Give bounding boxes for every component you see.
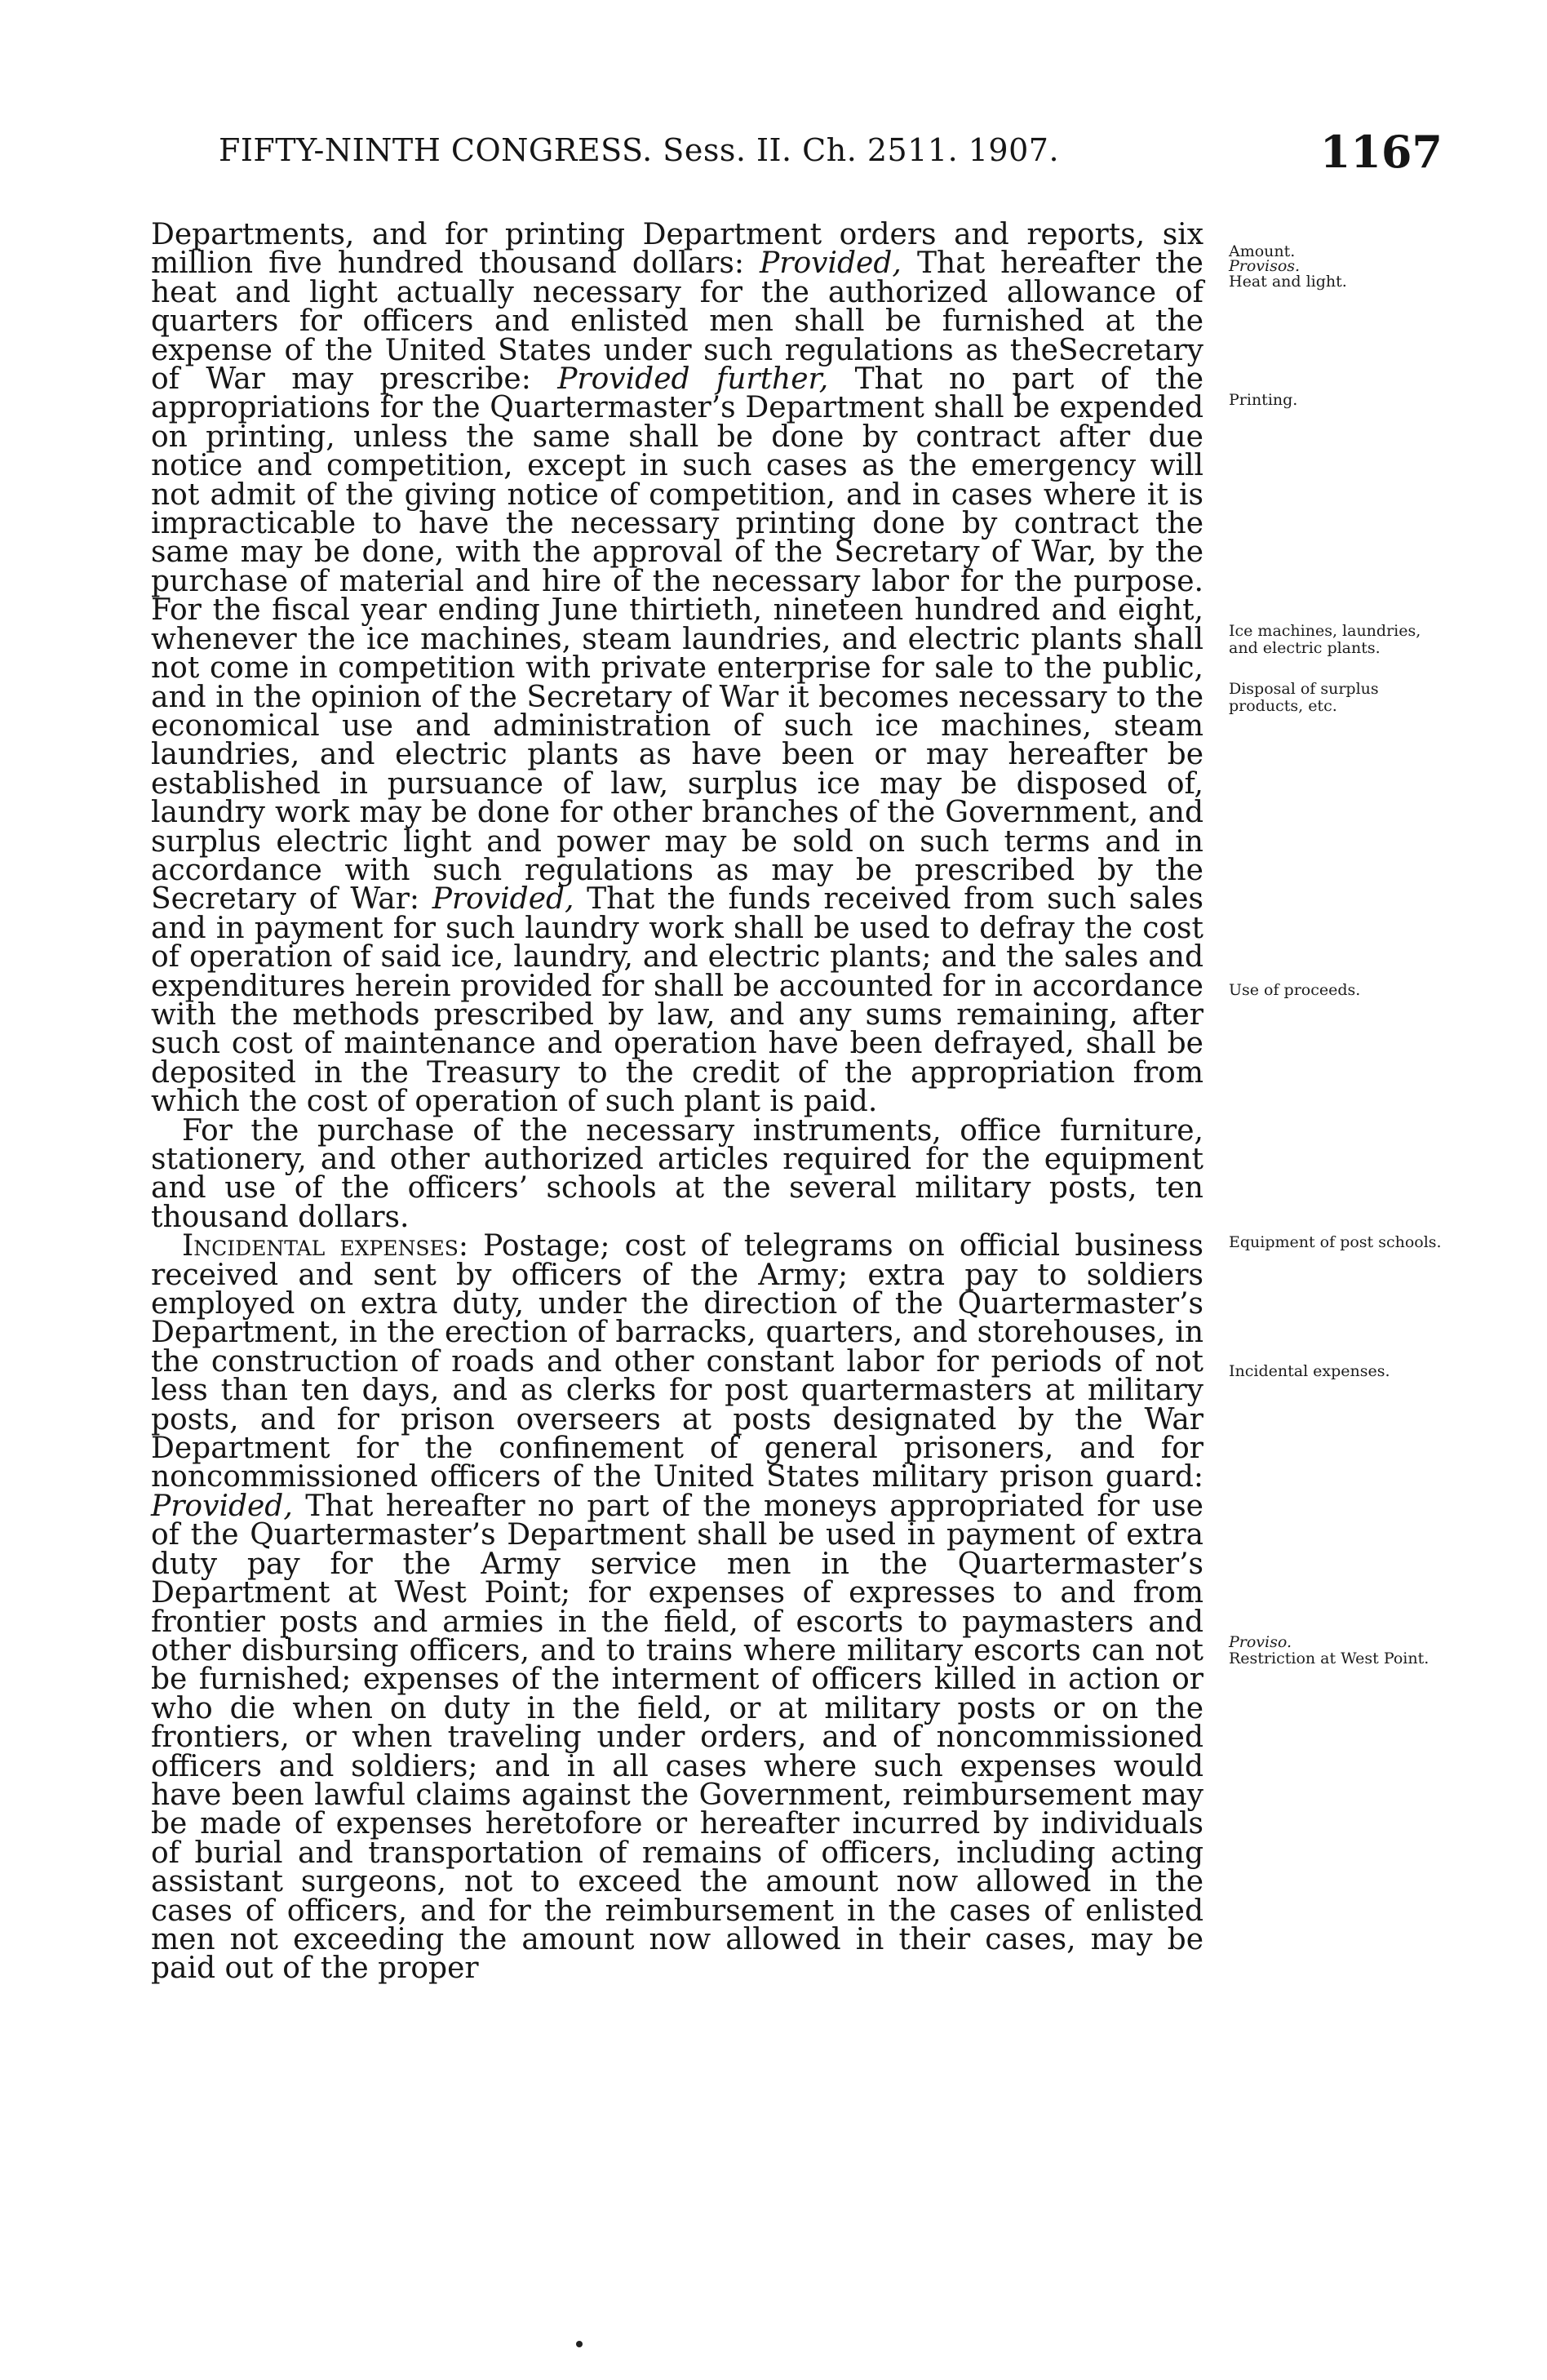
margin-note-amount: Amount. (1229, 242, 1296, 260)
italic-run: Provided, (151, 1489, 293, 1523)
italic-run: Provided, (432, 882, 574, 917)
text-run: That hereafter no part of the moneys appropriated for use of the Quartermaster’s Department shall be used in payment of extra duty pay for the Army service men in the Quartermaster’s Department at West Point; for expenses of expresses to and from frontier posts and armies in the field, of escorts to paymasters and other disbursing officers, and to trains where military escorts can not be furnished; expenses of the interment of officers killed in action or who die when on duty in the field, or at military posts or on the frontiers, or when traveling under orders, and of noncommissioned officers and soldiers; and in all cases where such expenses would have been lawful claims against the Government, reimbursement may be made of expenses heretofore or hereafter incurred by individuals of burial and transportation of remains of officers, including acting assistant surgeons, not to exceed the amount now allowed in the cases of officers, and for the reimbursement in the cases of enlisted men not exceeding the amount now allowed in their cases, may be paid out of the proper (151, 1489, 1203, 1986)
margin-note-printing: Printing. (1229, 391, 1298, 409)
small-caps-heading: Incidental expenses (182, 1229, 459, 1263)
text-run: That hereafter the heat and light actually necessary for the authorized allowance of quarters for officers and enlisted men shall be furnished at the expense of the United States under such regulations as theSecretary of War may prescribe: (151, 246, 1203, 397)
margin-note-use-of-proceeds: Use of proceeds. (1229, 981, 1361, 999)
text-run: : Postage; cost of telegrams on official business received and sent by officers of the Army; extra pay to soldiers employed on extra duty, under the direction of the Quartermaster’s Department, in the erection of barracks, quarters, and storehouses, in the construction of roads and other constant labor for periods of not less than ten days, and as clerks for post quartermasters at military posts, and for prison overseers at posts designated by the War Department for the confinement of general prisoners, and for noncommissioned officers of the United States military prison guard: (151, 1229, 1204, 1494)
page-number: 1167 (1319, 126, 1443, 178)
margin-note-equipment: Equipment of post schools. (1229, 1233, 1442, 1251)
printer-mark (576, 2341, 583, 2347)
margin-note-heat-light: Heat and light. (1229, 273, 1347, 291)
margin-note-incidental: Incidental expenses. (1229, 1362, 1390, 1380)
margin-note-proviso-label: Proviso. (1229, 1633, 1292, 1651)
text-run: Departments, and for printing Department orders and reports, six million five hundred thousand dollars: (151, 218, 1203, 281)
margin-note-restriction: Restriction at West Point. (1229, 1650, 1430, 1667)
paragraph-incidental-expenses (151, 1229, 1204, 1986)
margin-note-provisos-label: Provisos. (1229, 257, 1301, 275)
margin-note-proviso (1229, 1634, 1474, 1651)
italic-run: Provided, (760, 246, 902, 281)
running-head: FIFTY-NINTH CONGRESS. Sess. II. Ch. 2511. 1907. (219, 132, 1060, 168)
paragraph-post-schools (151, 1113, 1203, 1234)
text-run: For the purchase of the necessary instruments, office furniture, stationery, and other authorized articles required for the equipment and use of the officers’ schools at the several military posts, ten thousand dollars. (151, 1113, 1203, 1234)
margin-note-disposal: Disposal of surplus products, etc. (1229, 680, 1379, 715)
text-run: That the funds received from such sales and in payment for such laundry work shall be used to defray the cost of operation of said ice, laundry, and electric plants; and the sales and expenditures herein provided for shall be accounted for in accordance with the methods prescribed by law, and any sums remaining, after such cost of maintenance and operation have been defrayed, shall be deposited in the Treasury to the credit of the appropriation from which the cost of operation of such plant is paid. (151, 882, 1204, 1119)
main-text-column (151, 218, 1204, 1986)
paragraph-appropriations (151, 220, 1203, 1117)
margin-note-ice-machines: Ice machines, laundries, and electric plants. (1229, 622, 1421, 657)
page-header (219, 126, 1443, 189)
text-run: That no part of the appropriations for the Quartermaster’s Department shall be expended on printing, unless the same shall be done by contract after due notice and competition, except in such cases as the emergency will not admit of the giving notice of competition, and in cases where it is impracticable to have the necessary printing done by contract the same may be done, with the approval of the Secretary of War, by the purchase of material and hire of the necessary labor for the purpose. For the fiscal year ending June thirtieth, nineteen hundred and eight, whenever the ice machines, steam laundries, and electric plants shall not come in competition with private enterprise for sale to the public, and in the opinion of the Secretary of War it becomes necessary to the economical use and administration of such ice machines, steam laundries, and electric plants as have been or may hereafter be established in pursuance of law, surplus ice may be disposed of, laundry work may be done for other branches of the Government, and surplus electric light and power may be sold on such terms and in accordance with such regulations as may be prescribed by the Secretary of War: (151, 362, 1204, 917)
italic-run: Provided further, (557, 362, 829, 397)
